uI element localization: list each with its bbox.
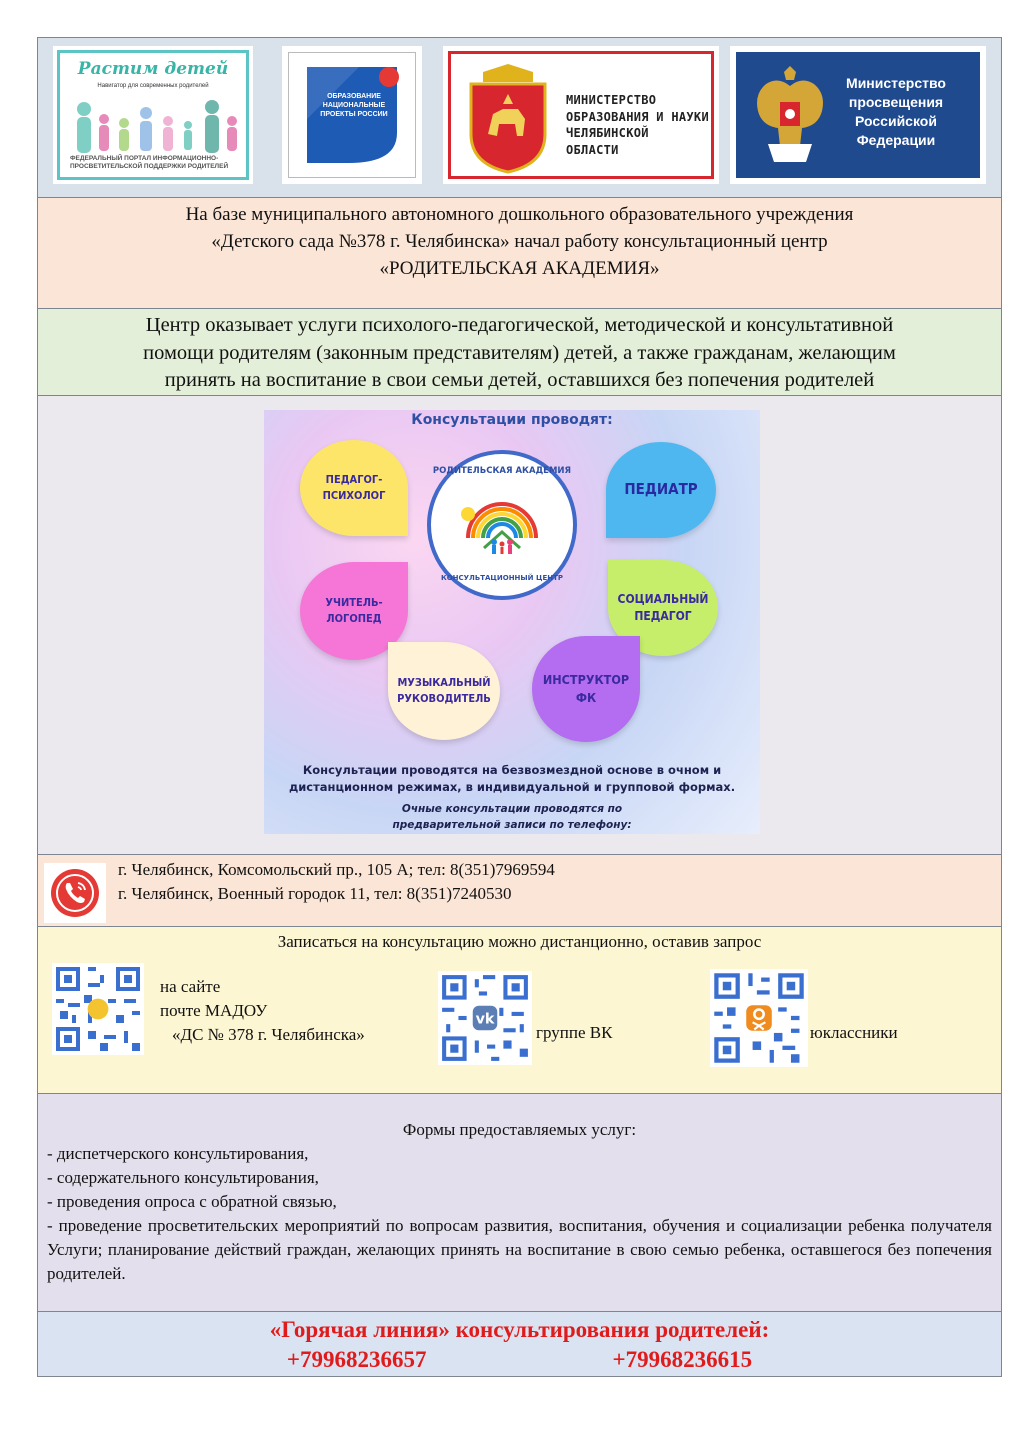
consult-note-appointment-line-2: предварительной записи по телефону:: [392, 818, 632, 831]
service-forms-list: [47, 1142, 992, 1286]
hotline-section: [38, 1312, 1001, 1376]
mp-line-3: Российской: [855, 112, 937, 129]
services-intro-section: [38, 309, 1001, 396]
mp-line-1: Министерство: [846, 75, 946, 91]
mon-line-4: ОБЛАСТИ: [566, 142, 619, 157]
specialist-music-director: МУЗЫКАЛЬНЫЙ РУКОВОДИТЕЛЬ: [388, 642, 500, 740]
contact-address-2: г. Челябинск, Военный городок 11, тел: 8(351)7240530: [118, 884, 512, 903]
hotline-phone-1[interactable]: +79968236657: [286, 1347, 427, 1372]
mp-line-2: просвещения: [848, 93, 944, 110]
specialist-speech-therapist: УЧИТЕЛЬ-ЛОГОПЕД: [300, 562, 408, 660]
site-line-3: «ДС № 378 г. Челябинска»: [172, 1025, 365, 1044]
intro-section: [38, 198, 1001, 309]
rastim-title: Растим детей: [77, 59, 229, 79]
national-projects-text: ОБРАЗОВАНИЕ НАЦИОНАЛЬНЫЕ ПРОЕКТЫ РОССИИ: [320, 93, 388, 118]
rastim-caption: ФЕДЕРАЛЬНЫЙ ПОРТАЛ ИНФОРМАЦИОННО-ПРОСВЕТИТЕЛЬСКОЙ ПОДДЕРЖКИ РОДИТЕЛЕЙ: [70, 155, 229, 171]
ok-qr-code[interactable]: [710, 969, 808, 1067]
chelyabinsk-coat-of-arms-icon: [463, 64, 553, 174]
double-headed-eagle-icon: [748, 66, 832, 166]
consult-note-appointment-line-1: Очные консультации проводятся по: [401, 803, 623, 815]
signup-title: Записаться на консультацию можно дистанционно, оставив запрос: [277, 932, 762, 951]
mon-line-1: МИНИСТЕРСТВО: [566, 93, 657, 107]
rainbow-house-family-icon: [454, 490, 550, 560]
national-projects-logo: [282, 46, 422, 184]
chelyabinsk-ministry-text: [566, 92, 709, 158]
hotline-title: «Горячая линия» консультирования родителей:: [269, 1317, 770, 1342]
specialist-pe-instructor: ИНСТРУКТОР ФК: [532, 636, 640, 742]
specialist-pediatrician: ПЕДИАТР: [606, 442, 716, 538]
phone-icon: [44, 863, 106, 923]
services-intro-line-1: Центр оказывает услуги психолого-педагогической, методической и консультативной: [145, 314, 894, 336]
intro-line-1: На базе муниципального автономного дошкольного образовательного учреждения: [185, 204, 854, 225]
specialist-social-pedagogue: СОЦИАЛЬНЫЙ ПЕДАГОГ: [608, 560, 718, 656]
services-intro-line-3: принять на воспитание в свои семьи детей, оставшихся без попечения родителей: [164, 369, 875, 391]
service-form-item: - диспетчерского консультирования,: [47, 1144, 309, 1163]
service-forms-title: Формы предоставляемых услуг:: [402, 1120, 637, 1139]
qr-code-icon: [710, 969, 808, 1067]
site-signup-text: [160, 975, 365, 1047]
qr-code-icon: [438, 971, 532, 1065]
site-qr-code[interactable]: [52, 963, 144, 1055]
academy-logo-bottom-text: КОНСУЛЬТАЦИОННЫЙ ЦЕНТР: [440, 574, 563, 582]
consult-note-appointment: [274, 802, 750, 834]
intro-line-3: «РОДИТЕЛЬСКАЯ АКАДЕМИЯ»: [379, 258, 660, 279]
service-forms-section: [38, 1094, 1001, 1312]
consult-note-free: [274, 762, 750, 797]
service-form-item: - содержательного консультирования,: [47, 1168, 319, 1187]
consult-infographic: [264, 410, 760, 834]
hotline-phones: [38, 1345, 1001, 1375]
contact-address-1: г. Челябинск, Комсомольский пр., 105 А; тел: 8(351)7969594: [118, 860, 555, 879]
contacts-section: [38, 855, 1001, 927]
rastim-subtitle: Навигатор для современных родителей: [97, 83, 209, 89]
hotline-phone-2[interactable]: +79968236615: [612, 1347, 753, 1372]
specialist-psychologist: ПЕДАГОГ-ПСИХОЛОГ: [300, 440, 408, 536]
consult-title: Консультации проводят:: [411, 412, 613, 428]
qr-code-icon: [52, 963, 144, 1055]
mon-line-2: ОБРАЗОВАНИЯ И НАУКИ: [566, 109, 709, 124]
mon-line-3: ЧЕЛЯБИНСКОЙ: [566, 126, 649, 141]
ministry-of-education-text: [836, 74, 956, 150]
ministry-of-education-logo: [730, 46, 986, 184]
service-form-item: - проведение просветительских мероприятий по вопросам развития, воспитания, обучения и социализации ребенка получателя Услуги; планирование действий граждан, желающих принять на воспитание в свою семью ребенка, оставшегося без попечения родителей.: [47, 1216, 992, 1283]
rastim-detei-logo: [53, 46, 253, 184]
site-line-2: почте МАДОУ: [160, 1001, 268, 1020]
parent-academy-logo: [427, 450, 577, 600]
chelyabinsk-ministry-logo: [443, 46, 719, 184]
vk-signup-text: группе ВК: [536, 1023, 613, 1042]
logos-row: [38, 38, 1001, 198]
academy-logo-top-text: РОДИТЕЛЬСКАЯ АКАДЕМИЯ: [432, 466, 572, 476]
mp-line-4: Федерации: [856, 131, 936, 148]
consult-infographic-section: [38, 396, 1001, 855]
contacts-lines: [118, 858, 555, 906]
ok-signup-text: юклассники: [810, 1023, 898, 1042]
services-intro-line-2: помощи родителям (законным представителям) детей, а также гражданам, желающим: [143, 341, 896, 364]
consult-note-free-line-1: Консультации проводятся на безвозмездной основе в очном и: [302, 763, 722, 777]
signup-section: [38, 927, 1001, 1094]
consult-note-free-line-2: дистанционном режимах, в индивидуальной и групповой формах.: [288, 780, 736, 795]
intro-line-2: «Детского сада №378 г. Челябинска» начал работу консультационный центр: [211, 231, 828, 252]
svg-text:vk: vk: [475, 1011, 495, 1028]
family-silhouettes-icon: [64, 91, 244, 161]
site-line-1: на сайте: [160, 977, 221, 996]
flyer: [37, 37, 1002, 1377]
vk-qr-code[interactable]: [438, 971, 532, 1065]
service-form-item: - проведения опроса с обратной связью,: [47, 1192, 337, 1211]
